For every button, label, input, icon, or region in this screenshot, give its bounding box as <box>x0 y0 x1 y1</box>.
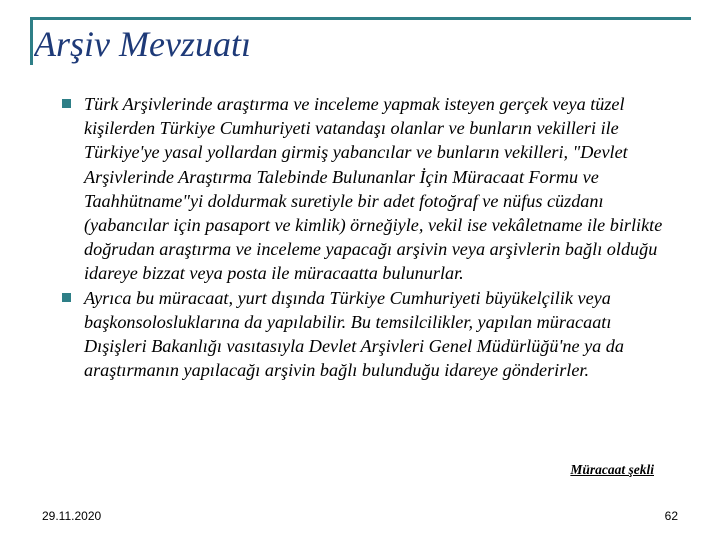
page-number: 62 <box>664 509 678 523</box>
square-bullet-icon <box>62 293 71 302</box>
footer-date: 29.11.2020 <box>42 509 102 523</box>
slide-content <box>62 92 672 382</box>
title-frame-left-line <box>30 17 33 65</box>
square-bullet-icon <box>62 99 71 108</box>
title-frame-top-line <box>30 17 691 20</box>
bullet-text: Türk Arşivlerinde araştırma ve inceleme yapmak isteyen gerçek veya tüzel kişilerden Türkiye Cumhuriyeti vatandaşı olanlar ve bunların vekilleri ile Türkiye'ye yasal yollardan girmiş yabancılar ve bunların vekilleri, "Devlet Arşivlerinde Araştırma Talebinde Bulunanlar İçin Müracaat Formu ve Taahhütname"yi doldurmak suretiyle bir adet fotoğraf ve nüfus cüzdanı (yabancılar için pasaport ve kimlik) örneğiyle, vekil ise vekâletname ile birlikte doğrudan araştırma ve inceleme yapacağı arşivin veya arşivlerin bağlı olduğu idareye bizzat veya posta ile müracaatta bulunurlar. <box>84 94 663 284</box>
slide-title: Arşiv Mevzuatı <box>34 24 251 64</box>
bullet-item-2 <box>62 286 672 383</box>
bullet-text: Ayrıca bu müracaat, yurt dışında Türkiye Cumhuriyeti büyükelçilik veya başkonsolosluklarına da yapılabilir. Bu temsilcilikler, yapılan müracaatı Dışişleri Bakanlığı vasıtasıyla Devlet Arşivleri Genel Müdürlüğü'ne ya da araştırmanın yapılacağı arşivin bağlı bulunduğu idareye gönderirler. <box>84 287 624 381</box>
caption-link[interactable]: Müracaat şekli <box>570 462 654 477</box>
bullet-item-1 <box>62 92 672 286</box>
